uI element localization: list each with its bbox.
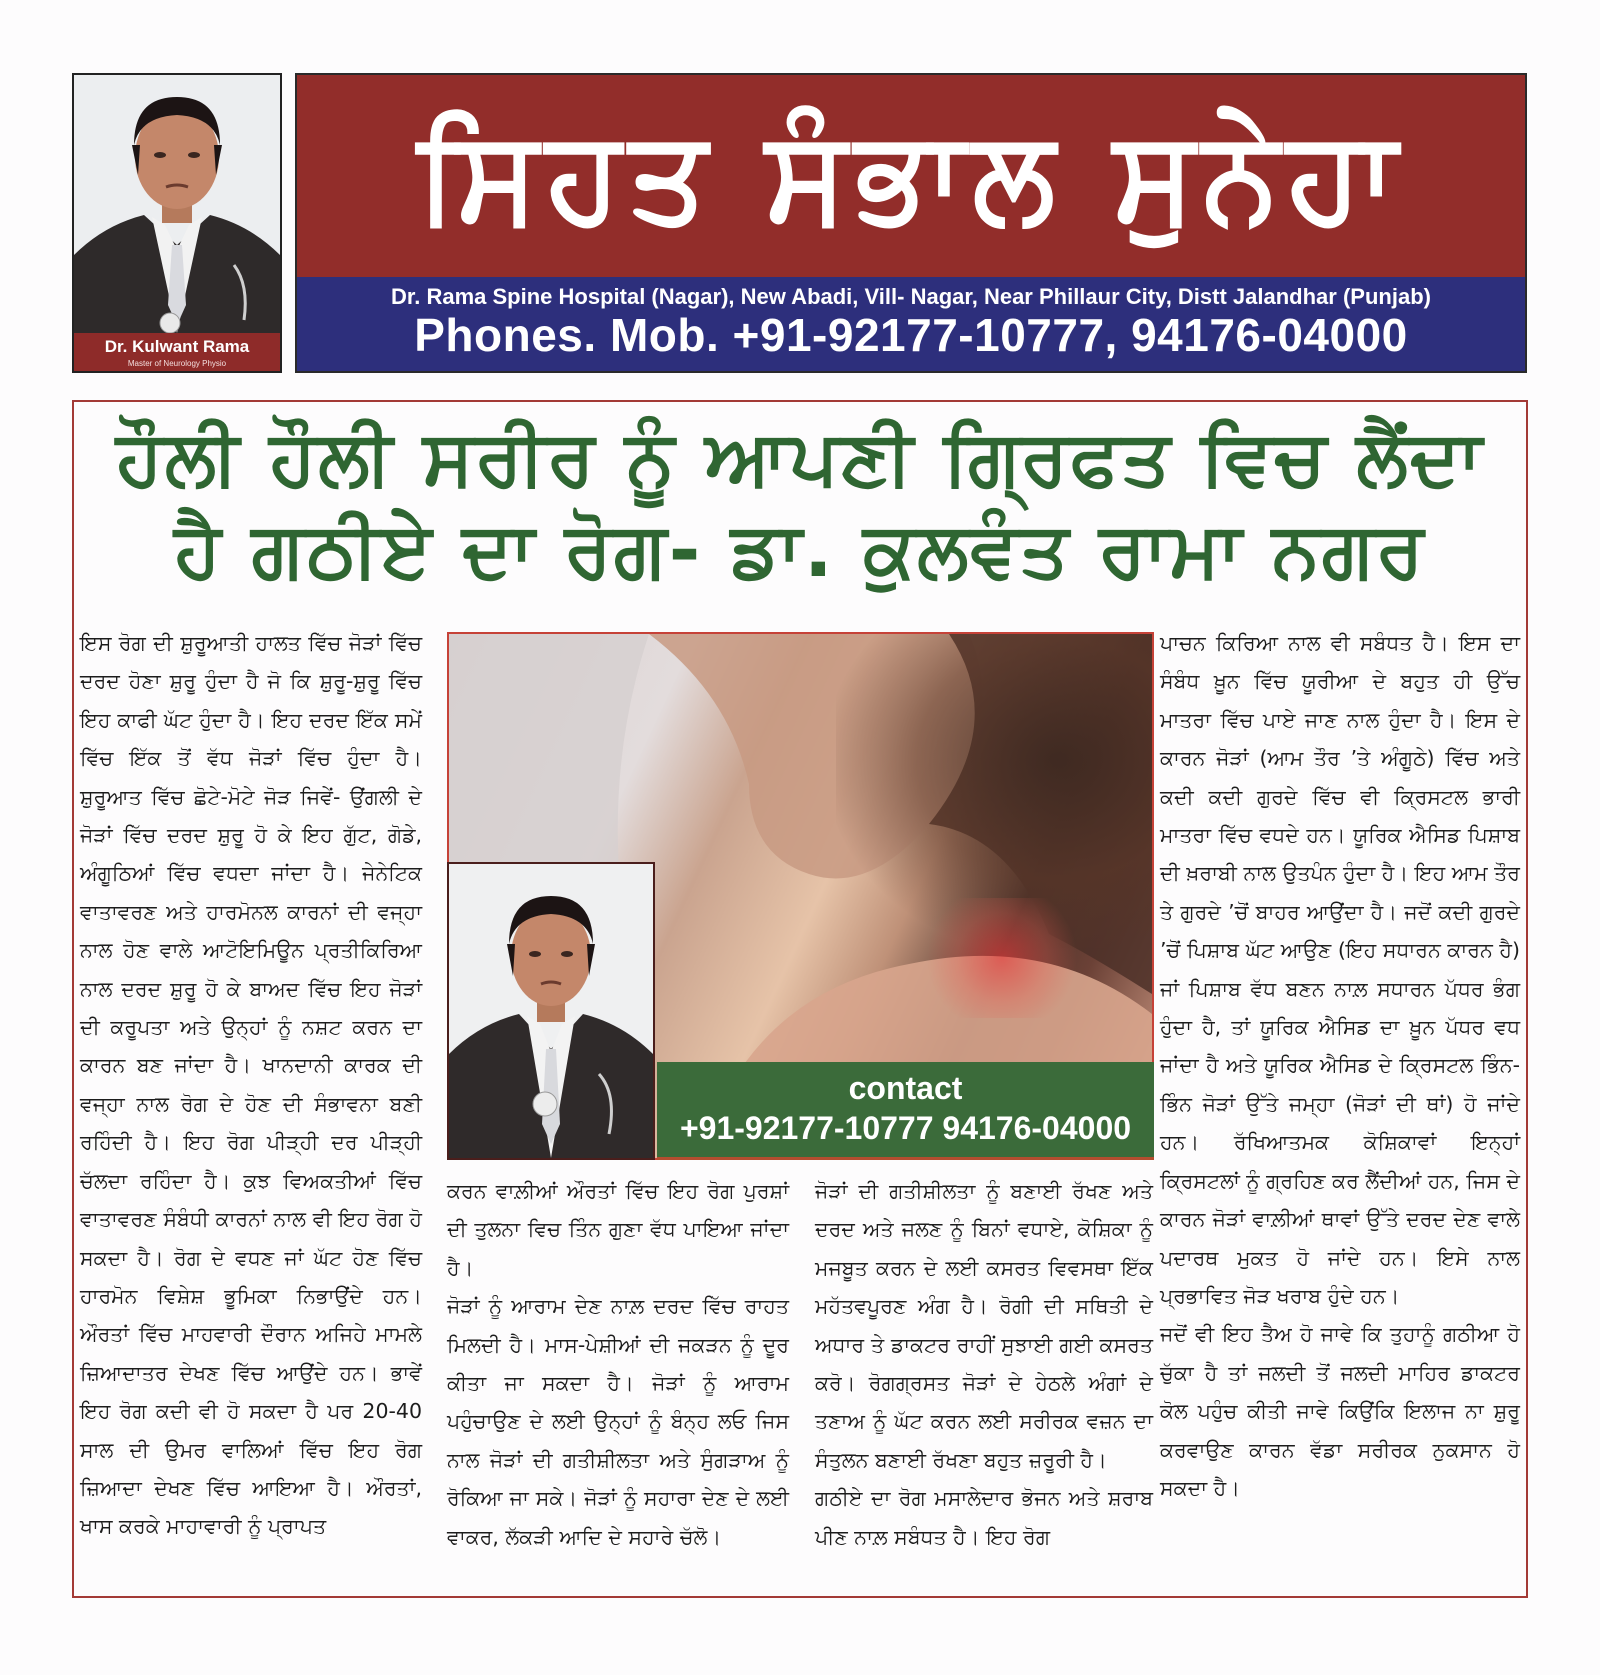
article-headline xyxy=(74,412,1526,596)
column-paragraph: ਜੋੜਾਂ ਦੀ ਗਤੀਸ਼ੀਲਤਾ ਨੂੰ ਬਣਾਈ ਰੱਖਣ ਅਤੇ ਦਰਦ ਅਤੇ ਜਲਣ ਨੂੰ ਬਿਨਾਂ ਵਧਾਏ, ਕੋਸ਼ਿਕਾ ਨੂੰ ਮਜਬੂਤ ਕਰਨ ਦੇ ਲਈ ਕਸਰਤ ਵਿਵਸਥਾ ਇੱਕ ਮਹੱਤਵਪੂਰਣ ਅੰਗ ਹੈ। ਰੋਗੀ ਦੀ ਸਥਿਤੀ ਦੇ ਅਧਾਰ ਤੇ ਡਾਕਟਰ ਰਾਹੀਂ ਸੁਝਾਈ ਗਈ ਕਸਰਤ ਕਰੋ। ਰੋਗਗ੍ਰਸਤ ਜੋੜਾਂ ਦੇ ਹੇਠਲੇ ਅੰਗਾਂ ਦੇ ਤਣਾਅ ਨੂੰ ਘੱਟ ਕਰਨ ਲਈ ਸਰੀਰਕ ਵਜ਼ਨ ਦਾ ਸੰਤੁਲਨ ਬਣਾਈ ਰੱਖਣਾ ਬਹੁਤ ਜ਼ਰੂਰੀ ਹੈ। xyxy=(815,1179,1153,1472)
column-text: ਇਸ ਰੋਗ ਦੀ ਸ਼ੁਰੂਆਤੀ ਹਾਲਤ ਵਿੱਚ ਜੋੜਾਂ ਵਿੱਚ ਦਰਦ ਹੋਣਾ ਸ਼ੁਰੂ ਹੁੰਦਾ ਹੈ ਜੋ ਕਿ ਸ਼ੁਰੂ-ਸ਼ੁਰੂ ਵਿੱਚ ਇਹ ਕਾਫੀ ਘੱਟ ਹੁੰਦਾ ਹੈ। ਇਹ ਦਰਦ ਇੱਕ ਸਮੇਂ ਵਿੱਚ ਇੱਕ ਤੋਂ ਵੱਧ ਜੋੜਾਂ ਵਿੱਚ ਹੁੰਦਾ ਹੈ। ਸ਼ੁਰੂਆਤ ਵਿੱਚ ਛੋਟੇ-ਮੋਟੇ ਜੋੜ ਜਿਵੇਂ- ਉਂਗਲੀ ਦੇ ਜੋੜਾਂ ਵਿੱਚ ਦਰਦ ਸ਼ੁਰੂ ਹੋ ਕੇ ਇਹ ਗੁੱਟ, ਗੋਡੇ, ਅੰਗੂਠਿਆਂ ਵਿੱਚ ਵਧਦਾ ਜਾਂਦਾ ਹੈ। ਜੇਨੇਟਿਕ ਵਾਤਾਵਰਣ ਅਤੇ ਹਾਰਮੋਨਲ ਕਾਰਨਾਂ ਦੀ ਵਜ੍ਹਾ ਨਾਲ ਹੋਣ ਵਾਲੇ ਆਟੋਇਮਿਊਨ ਪ੍ਰਤੀਕਿਰਿਆ ਨਾਲ ਦਰਦ ਸ਼ੁਰੂ ਹੋ ਕੇ ਬਾਅਦ ਵਿੱਚ ਇਹ ਜੋੜਾਂ ਦੀ ਕਰੂਪਤਾ ਅਤੇ ਉਨ੍ਹਾਂ ਨੂੰ ਨਸ਼ਟ ਕਰਨ ਦਾ ਕਾਰਨ ਬਣ ਜਾਂਦਾ ਹੈ। ਖਾਨਦਾਨੀ ਕਾਰਕ ਦੀ ਵਜ੍ਹਾ ਨਾਲ ਰੋਗ ਦੇ ਹੋਣ ਦੀ ਸੰਭਾਵਨਾ ਬਣੀ ਰਹਿੰਦੀ ਹੈ। ਇਹ ਰੋਗ ਪੀੜ੍ਹੀ ਦਰ ਪੀੜ੍ਹੀ ਚੱਲਦਾ ਰਹਿੰਦਾ ਹੈ। ਕੁਝ ਵਿਅਕਤੀਆਂ ਵਿੱਚ ਵਾਤਾਵਰਣ ਸੰਬੰਧੀ ਕਾਰਨਾਂ ਨਾਲ ਵੀ ਇਹ ਰੋਗ ਹੋ ਸਕਦਾ ਹੈ। ਰੋਗ ਦੇ ਵਧਣ ਜਾਂ ਘੱਟ ਹੋਣ ਵਿੱਚ ਹਾਰਮੋਨ ਵਿਸ਼ੇਸ਼ ਭੂਮਿਕਾ ਨਿਭਾਉਂਦੇ ਹਨ। ਔਰਤਾਂ ਵਿੱਚ ਮਾਹਵਾਰੀ ਦੌਰਾਨ ਅਜਿਹੇ ਮਾਮਲੇ ਜ਼ਿਆਦਾਤਰ ਦੇਖਣ ਵਿੱਚ ਆਉਂਦੇ ਹਨ। ਭਾਵੇਂ ਇਹ ਰੋਗ ਕਦੀ ਵੀ ਹੋ ਸਕਦਾ ਹੈ ਪਰ 20-40 ਸਾਲ ਦੀ ਉਮਰ ਵਾਲਿਆਂ ਵਿੱਚ ਇਹ ਰੋਗ ਜ਼ਿਆਦਾ ਦੇਖਣ ਵਿੱਚ ਆਇਆ ਹੈ। ਔਰਤਾਂ, ਖਾਸ ਕਰਕੇ ਮਾਹਾਵਾਰੀ ਨੂੰ ਪ੍ਰਾਪਤ xyxy=(80,631,422,1539)
article-column-right xyxy=(1160,624,1520,1507)
column-paragraph: ਜਦੋਂ ਵੀ ਇਹ ਤੈਅ ਹੋ ਜਾਵੇ ਕਿ ਤੁਹਾਨੂੰ ਗਠੀਆ ਹੋ ਚੁੱਕਾ ਹੈ ਤਾਂ ਜਲਦੀ ਤੋਂ ਜਲਦੀ ਮਾਹਿਰ ਡਾਕਟਰ ਕੋਲ ਪਹੁੰਚ ਕੀਤੀ ਜਾਵੇ ਕਿਉਂਕਿ ਇਲਾਜ ਨਾ ਸ਼ੁਰੂ ਕਰਵਾਉਣ ਕਾਰਨ ਵੱਡਾ ਸਰੀਰਕ ਨੁਕਸਾਨ ਹੋ ਸਕਦਾ ਹੈ। xyxy=(1160,1322,1520,1500)
article xyxy=(72,400,1528,1598)
column-paragraph: ਗਠੀਏ ਦਾ ਰੋਗ ਮਸਾਲੇਦਾਰ ਭੋਜਨ ਅਤੇ ਸ਼ਰਾਬ ਪੀਣ ਨਾਲ਼ ਸਬੰਧਤ ਹੈ। ਇਹ ਰੋਗ xyxy=(815,1486,1153,1549)
header-banner xyxy=(295,73,1527,373)
column-paragraph: ਕਰਨ ਵਾਲ਼ੀਆਂ ਔਰਤਾਂ ਵਿੱਚ ਇਹ ਰੋਗ ਪੁਰਸ਼ਾਂ ਦੀ ਤੁਲਨਾ ਵਿਚ ਤਿੰਨ ਗੁਣਾ ਵੱਧ ਪਾਇਆ ਜਾਂਦਾ ਹੈ। xyxy=(447,1179,789,1280)
hospital-address: Dr. Rama Spine Hospital (Nagar), New Abadi, Vill- Nagar, Near Phillaur City, Distt Jalandhar (Punjab) xyxy=(391,284,1431,309)
article-column-middle-a xyxy=(447,1172,789,1556)
article-column-middle-b xyxy=(815,1172,1153,1556)
doctor-inset-photo-icon xyxy=(447,862,655,1160)
banner-title-area xyxy=(297,75,1525,277)
contact-phones: +91-92177-10777 94176-04000 xyxy=(679,1110,1132,1146)
column-paragraph: ਜੋੜਾਂ ਨੂੰ ਆਰਾਮ ਦੇਣ ਨਾਲ਼ ਦਰਦ ਵਿੱਚ ਰਾਹਤ ਮਿਲਦੀ ਹੈ। ਮਾਸ-ਪੇਸ਼ੀਆਂ ਦੀ ਜਕੜਨ ਨੂੰ ਦੂਰ ਕੀਤਾ ਜਾ ਸਕਦਾ ਹੈ। ਜੋੜਾਂ ਨੂੰ ਆਰਾਮ ਪਹੁੰਚਾਉਣ ਦੇ ਲਈ ਉਨ੍ਹਾਂ ਨੂੰ ਬੰਨ੍ਹ ਲਓ ਜਿਸ ਨਾਲ ਜੋੜਾਂ ਦੀ ਗਤੀਸ਼ੀਲਤਾ ਅਤੇ ਸੁੰਗੜਾਅ ਨੂੰ ਰੋਕਿਆ ਜਾ ਸਕੇ। ਜੋੜਾਂ ਨੂੰ ਸਹਾਰਾ ਦੇਣ ਦੇ ਲਈ ਵਾਕਰ, ਲੱਕੜੀ ਆਦਿ ਦੇ ਸਹਾਰੇ ਚੱਲੋ। xyxy=(447,1294,789,1549)
headline-line-2: ਹੈ ਗਠੀਏ ਦਾ ਰੋਗ- ਡਾ. ਕੁਲਵੰਤ ਰਾਮਾ ਨਗਰ xyxy=(174,505,1426,594)
pain-highlight xyxy=(922,898,1082,1018)
doctor-name: Dr. Kulwant Rama xyxy=(104,337,250,356)
publication-title: ਸਿਹਤ ਸੰਭਾਲ ਸੁਨੇਹਾ xyxy=(417,101,1405,251)
banner-contact-area xyxy=(297,277,1525,371)
contact-label: contact xyxy=(848,1070,963,1106)
article-column-left xyxy=(80,624,422,1546)
doctor-caption xyxy=(74,333,280,371)
doctor-portrait-icon xyxy=(74,75,280,333)
hospital-phones: Phones. Mob. +91-92177-10777, 94176-04000 xyxy=(414,309,1408,361)
contact-box xyxy=(657,1062,1154,1160)
doctor-title: Master of Neurology Physio xyxy=(127,359,227,368)
doctor-portrait-card xyxy=(72,73,282,373)
headline-line-1: ਹੌਲੀ ਹੌਲੀ ਸਰੀਰ ਨੂੰ ਆਪਣੀ ਗ੍ਰਿਫਤ ਵਿਚ ਲੈਂਦਾ xyxy=(116,413,1484,502)
column-paragraph: ਪਾਚਨ ਕਿਰਿਆ ਨਾਲ ਵੀ ਸਬੰਧਤ ਹੈ। ਇਸ ਦਾ ਸੰਬੰਧ ਖ਼ੂਨ ਵਿੱਚ ਯੂਰੀਆ ਦੇ ਬਹੁਤ ਹੀ ਉੱਚ ਮਾਤਰਾ ਵਿੱਚ ਪਾਏ ਜਾਣ ਨਾਲ ਹੁੰਦਾ ਹੈ। ਇਸ ਦੇ ਕਾਰਨ ਜੋੜਾਂ (ਆਮ ਤੌਰ ’ਤੇ ਅੰਗੂਠੇ) ਵਿੱਚ ਅਤੇ ਕਦੀ ਕਦੀ ਗੁਰਦੇ ਵਿੱਚ ਵੀ ਕ੍ਰਿਸਟਲ ਭਾਰੀ ਮਾਤਰਾ ਵਿੱਚ ਵਧਦੇ ਹਨ। ਯੂਰਿਕ ਐਸਿਡ ਪਿਸ਼ਾਬ ਦੀ ਖ਼ਰਾਬੀ ਨਾਲ ਉਤਪੰਨ ਹੁੰਦਾ ਹੈ। ਇਹ ਆਮ ਤੌਰ ਤੇ ਗੁਰਦੇ ’ਚੋਂ ਬਾਹਰ ਆਉਂਦਾ ਹੈ। ਜਦੋਂ ਕਦੀ ਗੁਰਦੇ ’ਚੋਂ ਪਿਸ਼ਾਬ ਘੱਟ ਆਉਣ (ਇਹ ਸਧਾਰਨ ਕਾਰਨ ਹੈ) ਜਾਂ ਪਿਸ਼ਾਬ ਵੱਧ ਬਣਨ ਨਾਲ਼ ਸਧਾਰਨ ਪੱਧਰ ਭੰਗ ਹੁੰਦਾ ਹੈ, ਤਾਂ ਯੂਰਿਕ ਐਸਿਡ ਦਾ ਖ਼ੂਨ ਪੱਧਰ ਵਧ ਜਾਂਦਾ ਹੈ ਅਤੇ ਯੂਰਿਕ ਐਸਿਡ ਦੇ ਕ੍ਰਿਸਟਲ ਭਿੰਨ-ਭਿੰਨ ਜੋੜਾਂ ਉੱਤੇ ਜਮ੍ਹਾ (ਜੋੜਾਂ ਦੀ ਥਾਂ) ਹੋ ਜਾਂਦੇ ਹਨ। ਰੱਖਿਆਤਮਕ ਕੋਸ਼ਿਕਾਵਾਂ ਇਨ੍ਹਾਂ ਕ੍ਰਿਸਟਲਾਂ ਨੂੰ ਗ੍ਰਹਿਣ ਕਰ ਲੈਂਦੀਆਂ ਹਨ, ਜਿਸ ਦੇ ਕਾਰਨ ਜੋੜਾਂ ਵਾਲ਼ੀਆਂ ਥਾਵਾਂ ਉੱਤੇ ਦਰਦ ਦੇਣ ਵਾਲੇ ਪਦਾਰਥ ਮੁਕਤ ਹੋ ਜਾਂਦੇ ਹਨ। ਇਸੇ ਨਾਲ ਪ੍ਰਭਾਵਿਤ ਜੋੜ ਖਰਾਬ ਹੁੰਦੇ ਹਨ। xyxy=(1160,631,1520,1308)
